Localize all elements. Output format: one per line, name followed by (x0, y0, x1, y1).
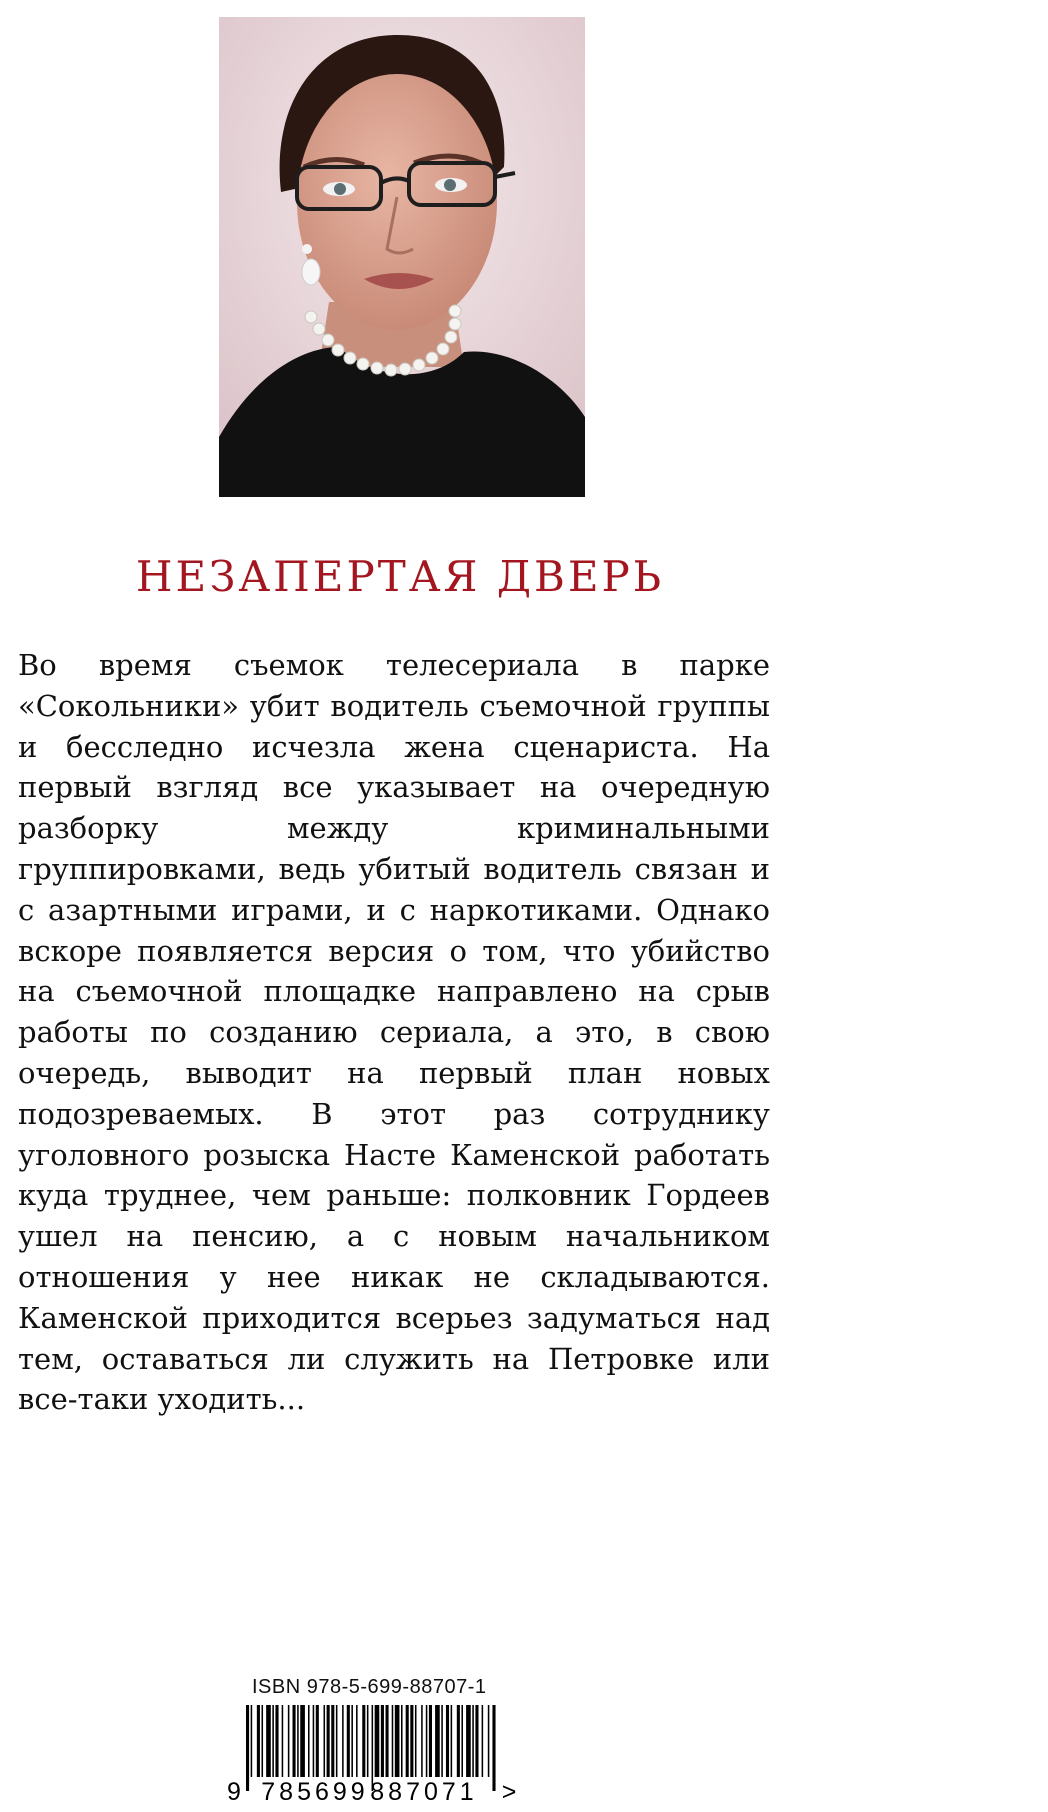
barcode-bar (367, 1705, 369, 1777)
barcode-bar (435, 1705, 440, 1777)
barcode-bar (446, 1705, 449, 1777)
author-photo (219, 17, 585, 497)
barcode-bar (395, 1705, 400, 1777)
barcode-bar (251, 1705, 253, 1777)
book-title: НЕЗАПЕРТАЯ ДВЕРЬ (135, 552, 665, 601)
barcode-bar (457, 1705, 460, 1777)
barcode-bar (300, 1705, 305, 1777)
barcode-bar (461, 1705, 463, 1777)
barcode-bar (488, 1705, 490, 1777)
barcode-bar (441, 1705, 443, 1777)
barcode-bar (406, 1705, 409, 1777)
barcode-bar (342, 1705, 344, 1777)
barcode-bar (475, 1705, 478, 1777)
barcode-bar (386, 1705, 389, 1777)
barcode-bar (410, 1705, 413, 1777)
barcode-bar (466, 1705, 471, 1777)
barcode-bar (415, 1705, 417, 1777)
barcode-left-digits: 785699 (261, 1778, 369, 1803)
barcode-bar (262, 1705, 264, 1777)
isbn-label: ISBN 978-5-699-88707-1 (252, 1676, 487, 1698)
barcode-bar (426, 1705, 428, 1777)
barcode-bar (257, 1705, 260, 1777)
barcode-bar (381, 1705, 384, 1777)
barcode-bar (421, 1705, 423, 1777)
barcode-bar (282, 1705, 284, 1777)
barcode-bar (351, 1705, 353, 1777)
barcode-bar (451, 1705, 453, 1777)
isbn-barcode (224, 1703, 524, 1803)
barcode-right-digits: 887071 (370, 1778, 478, 1803)
barcode-bar (297, 1705, 299, 1777)
barcode-bar (336, 1705, 338, 1777)
book-annotation: Во время съемок телесериала в парке «Сокольники» убит водитель съемочной группы и бесследно исчезла жена сценариста. На первый взгляд все указывает на очередную разборку между криминальными группировками, ведь убитый водитель связан и с азартными играми, и с наркотиками. Однако вскоре появляется версия о том, что убийство на съемочной площадке направлено на срыв работы по созданию сериала, а это, в свою очередь, выводит на первый план новых подозреваемых. В этот раз сотруднику уголовного розыска Насте Каменской работать куда труднее, чем раньше: полковник Гордеев ушел на пенсию, а с новым начальником отношения у нее никак не складываются. Каменской приходится всерьез задуматься над тем, оставаться ли служить на Петровке или все-таки уходить... (18, 648, 770, 1417)
barcode-bar (331, 1705, 334, 1777)
barcode-bar (375, 1705, 380, 1777)
barcode-bar (313, 1705, 315, 1777)
barcode-bar (316, 1705, 319, 1777)
barcode-bar (246, 1705, 249, 1791)
author-portrait-icon (219, 17, 585, 497)
barcode-bar (266, 1705, 271, 1777)
barcode-bar (356, 1705, 358, 1777)
barcode-bar (347, 1705, 350, 1777)
barcode-bar (272, 1705, 274, 1777)
barcode-bar (429, 1705, 432, 1777)
barcode-bar (482, 1705, 484, 1777)
barcode-bar (275, 1705, 278, 1777)
barcode-marker: > (501, 1778, 517, 1803)
barcode-bar (401, 1705, 403, 1777)
barcode-bar (293, 1705, 296, 1777)
barcode-bar (327, 1705, 330, 1777)
barcode-bar (362, 1705, 365, 1777)
barcode-icon (224, 1703, 524, 1803)
barcode-first-digit: 9 (227, 1778, 241, 1803)
barcode-bar (324, 1705, 326, 1777)
barcode-bar (392, 1705, 394, 1777)
barcode-bar (472, 1705, 474, 1777)
barcode-bar (288, 1705, 290, 1777)
barcode-bar (492, 1705, 495, 1791)
barcode-bar (308, 1705, 310, 1777)
